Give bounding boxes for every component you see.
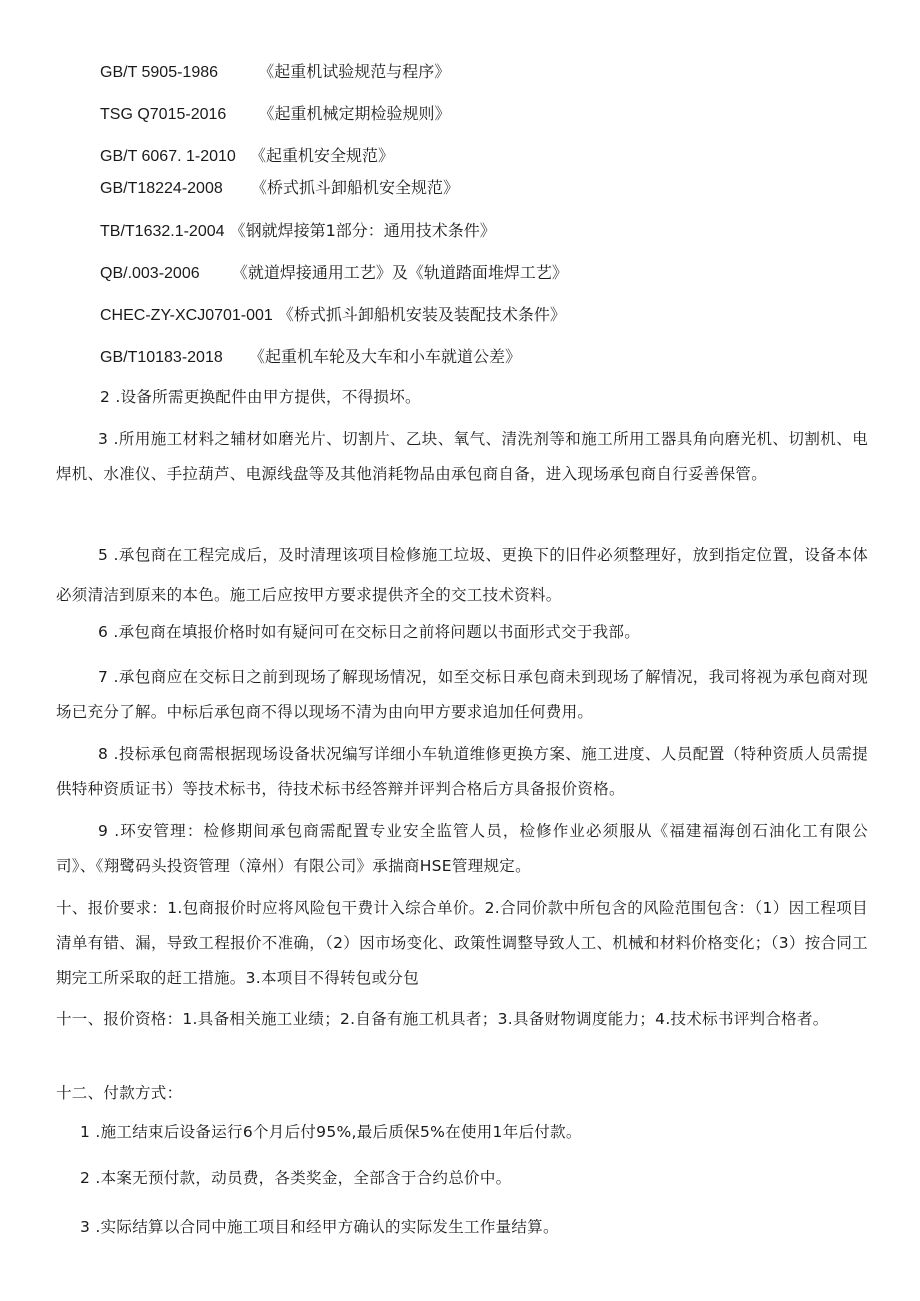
standard-title: 《钢就焊接第1部分：通用技术条件》: [229, 221, 496, 240]
standard-line-5: [100, 221, 496, 242]
standard-title: 《桥式抓斗卸船机安装及装配技术条件》: [277, 305, 566, 324]
item-8: 8 .投标承包商需根据现场设备状况编写详细小车轨道维修更换方案、施工进度、人员配置（特种资质人员需提供特种资质证书）等技术标书，待技术标书经答辩并评判合格后方具备报价资格。: [56, 745, 868, 798]
standard-title: 《起重机械定期检验规则》: [258, 104, 451, 123]
standard-code: GB/T 6067. 1-2010: [100, 148, 236, 165]
standard-title: 《起重机车轮及大车和小车就道公差》: [248, 347, 521, 366]
standard-code: GB/T18224-2008: [100, 180, 223, 197]
item-7: 7 .承包商应在交标日之前到现场了解现场情况，如至交标日承包商未到现场了解情况，我司将视为承包商对现场已充分了解。中标后承包商不得以现场不清为由向甲方要求追加任何费用。: [56, 668, 868, 721]
standard-line-1: [100, 62, 450, 83]
item-6: 6 .承包商在填报价格时如有疑问可在交标日之前将问题以书面形式交于我部。: [98, 623, 641, 641]
payment-item-3: 3 .实际结算以合同中施工项目和经甲方确认的实际发生工作量结算。: [80, 1218, 559, 1236]
standard-code: TB/T1632.1-2004: [100, 223, 225, 240]
standard-line-8: [100, 347, 521, 368]
standard-line-7: [100, 305, 566, 326]
standard-line-3: [100, 146, 394, 167]
standard-line-2: [100, 104, 451, 125]
payment-item-2: 2 .本案无预付款，动员费，各类奖金，全部含于合约总价中。: [80, 1169, 512, 1187]
payment-item-1: 1 .施工结束后设备运行6个月后付95%,最后质保5%在使用1年后付款。: [80, 1123, 582, 1141]
section-10-quote-requirements: 十、报价要求：1.包商报价时应将风险包干费计入综合单价。2.合同价款中所包含的风险范围包含：（1）因工程项目清单有错、漏，导致工程报价不准确，（2）因市场变化、政策性调整导致人工、机械和材料价格变化；（3）按合同工期完工所采取的赶工措施。3.本项目不得转包或分包: [56, 899, 868, 987]
standard-line-4: [100, 178, 459, 199]
standard-line-6: [100, 263, 568, 284]
section-11-quote-qualification: 十一、报价资格：1.具备相关施工业绩；2.自备有施工机具者；3.具备财物调度能力；4.技术标书评判合格者。: [56, 1010, 829, 1028]
standard-title: 《就道焊接通用工艺》及《轨道踏面堆焊工艺》: [231, 263, 568, 282]
standard-code: GB/T10183-2018: [100, 349, 223, 366]
item-5: 5 .承包商在工程完成后，及时清理该项目检修施工垃圾、更换下的旧件必须整理好，放到指定位置，设备本体必须清洁到原来的本色。施工后应按甲方要求提供齐全的交工技术资料。: [56, 546, 868, 604]
standard-code: QB/.003-2006: [100, 265, 200, 282]
standard-title: 《起重机试验规范与程序》: [258, 62, 451, 81]
section-12-title: 十二、付款方式：: [56, 1084, 183, 1102]
standard-code: TSG Q7015-2016: [100, 106, 227, 123]
item-9: 9 .环安管理：检修期间承包商需配置专业安全监管人员，检修作业必须服从《福建福海创石油化工有限公司》、《翔鹭码头投资管理（漳州）有限公司》承揣商HSE管理规定。: [56, 822, 868, 875]
standard-code: GB/T 5905-1986: [100, 64, 219, 81]
standard-title: 《桥式抓斗卸船机安全规范》: [250, 178, 459, 197]
standard-title: 《起重机安全规范》: [249, 146, 394, 165]
item-3: 3 .所用施工材料之辅材如磨光片、切割片、乙块、氧气、清洗剂等和施工所用工器具角向磨光机、切割机、电焊机、水准仪、手拉葫芦、电源线盘等及其他消耗物品由承包商自备，进入现场承包商自行妥善保管。: [56, 430, 868, 483]
standard-code: CHEC-ZY-XCJ0701-001: [100, 307, 273, 324]
item-2: 2 .设备所需更换配件由甲方提供，不得损坏。: [100, 388, 421, 406]
